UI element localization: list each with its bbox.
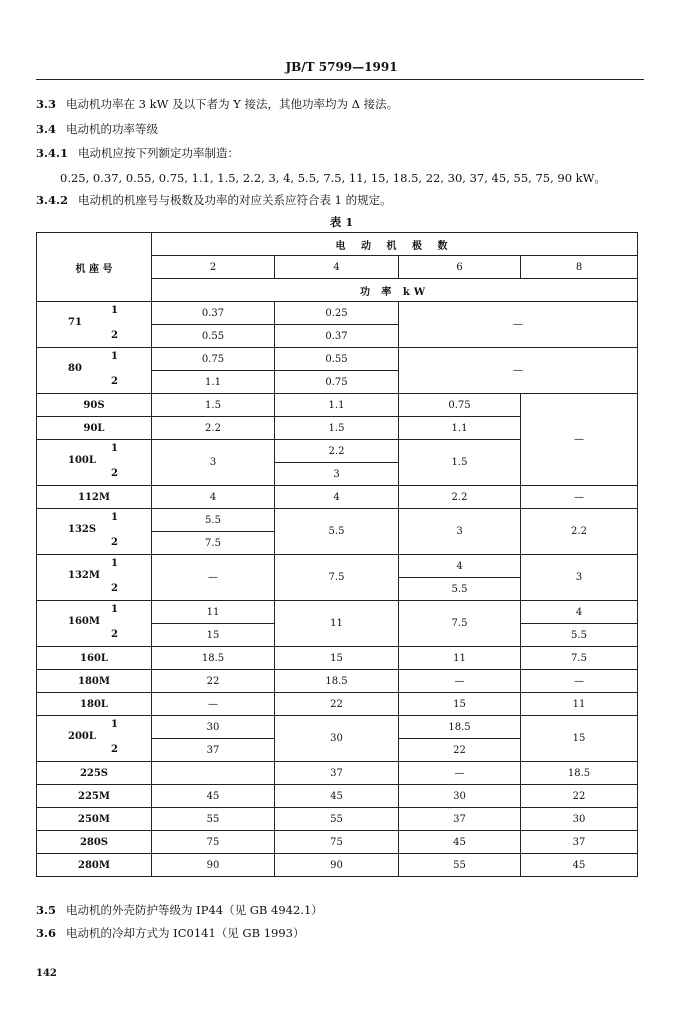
paragraph-3-5: [36, 902, 323, 918]
power-rating-list: 0.25, 0.37, 0.55, 0.75, 1.1, 1.5, 2.2, 3, 4, 5.5, 7.5, 11, 15, 18.5, 22, 30, 37, 45, 55, 75, 90 kW。: [60, 171, 606, 185]
sub-index: 2: [111, 330, 118, 341]
cell-225m-p2: 45: [152, 785, 275, 808]
cell-280s-p8: 37: [521, 831, 638, 854]
frame-200l: [37, 716, 152, 762]
cell-100l-p6: 1.5: [399, 440, 521, 486]
cell-132m-2-p6: 5.5: [399, 578, 521, 601]
cell-160m-1-p2: 11: [152, 601, 275, 624]
cell-225m-p6: 30: [399, 785, 521, 808]
frame-80: [37, 348, 152, 394]
frame-160l: 160L: [37, 647, 152, 670]
cell-225s-p2: [152, 762, 275, 785]
cell-180m-p4: 18.5: [275, 670, 399, 693]
cell-225s-p8: 18.5: [521, 762, 638, 785]
clause-number: 3.3: [36, 97, 57, 111]
table-row: [37, 509, 638, 532]
frame-label: 100L: [68, 455, 96, 466]
cell-90s-p6: 0.75: [399, 394, 521, 417]
header-rule: [36, 79, 644, 80]
paragraph-3-4-2: [36, 192, 392, 208]
cell-180l-p2: —: [152, 693, 275, 716]
cell-160l-p6: 11: [399, 647, 521, 670]
cell-160m-2-p8: 5.5: [521, 624, 638, 647]
sub-index: 1: [111, 351, 118, 362]
frame-label: 71: [68, 317, 82, 328]
cell-225s-p4: 37: [275, 762, 399, 785]
pole-4-header: 4: [275, 256, 399, 279]
cell-112m-p6: 2.2: [399, 486, 521, 509]
clause-text: 电动机的冷却方式为 IC0141（见 GB 1993）: [66, 926, 305, 940]
cell-180l-p8: 11: [521, 693, 638, 716]
cell-160l-p8: 7.5: [521, 647, 638, 670]
cell-160m-2-p2: 15: [152, 624, 275, 647]
paragraph-3-6: [36, 925, 305, 941]
cell-200l-2-p2: 37: [152, 739, 275, 762]
cell-200l-2-p6: 22: [399, 739, 521, 762]
frame-180m: 180M: [37, 670, 152, 693]
table-row: [37, 601, 638, 624]
sub-index: 1: [111, 558, 118, 569]
table-row: [37, 555, 638, 578]
frame-label: 80: [68, 363, 82, 374]
cell-180l-p4: 22: [275, 693, 399, 716]
cell-90s-p2: 1.5: [152, 394, 275, 417]
frame-225s: 225S: [37, 762, 152, 785]
cell-280m-p6: 55: [399, 854, 521, 877]
cell-280s-p6: 45: [399, 831, 521, 854]
frame-power-table: [36, 232, 638, 877]
cell-71-1-p4: 0.25: [275, 302, 399, 325]
clause-text: 电动机的功率等级: [66, 122, 159, 136]
cell-90s-100l-p8: —: [521, 394, 638, 486]
cell-225m-p8: 22: [521, 785, 638, 808]
frame-280s: 280S: [37, 831, 152, 854]
cell-200l-p4: 30: [275, 716, 399, 762]
frame-160m: [37, 601, 152, 647]
cell-225s-p6: —: [399, 762, 521, 785]
cell-112m-p2: 4: [152, 486, 275, 509]
frame-column-header: 机 座 号: [37, 233, 152, 302]
cell-160m-1-p8: 4: [521, 601, 638, 624]
cell-90l-p4: 1.5: [275, 417, 399, 440]
cell-200l-p8: 15: [521, 716, 638, 762]
clause-number: 3.4.1: [36, 146, 69, 160]
cell-71-2-p4: 0.37: [275, 325, 399, 348]
cell-100l-1-p4: 2.2: [275, 440, 399, 463]
cell-132s-p8: 2.2: [521, 509, 638, 555]
frame-225m: 225M: [37, 785, 152, 808]
clause-number: 3.4: [36, 122, 57, 136]
cell-280m-p2: 90: [152, 854, 275, 877]
table-row: [37, 785, 638, 808]
frame-250m: 250M: [37, 808, 152, 831]
cell-200l-1-p2: 30: [152, 716, 275, 739]
cell-112m-p8: —: [521, 486, 638, 509]
sub-index: 1: [111, 604, 118, 615]
frame-90l: 90L: [37, 417, 152, 440]
paragraph-3-4-1: [36, 145, 239, 161]
cell-180m-p2: 22: [152, 670, 275, 693]
cell-100l-p2: 3: [152, 440, 275, 486]
table-title: 表 1: [329, 215, 354, 229]
cell-180l-p6: 15: [399, 693, 521, 716]
sub-index: 2: [111, 376, 118, 387]
cell-100l-2-p4: 3: [275, 463, 399, 486]
table-row: [37, 394, 638, 417]
frame-label: 160M: [68, 616, 100, 627]
cell-132s-p6: 3: [399, 509, 521, 555]
cell-71-p6p8: —: [399, 302, 638, 348]
cell-180m-p8: —: [521, 670, 638, 693]
table-row: [37, 486, 638, 509]
paragraph-3-3: [36, 96, 398, 112]
cell-250m-p2: 55: [152, 808, 275, 831]
cell-132s-2-p2: 7.5: [152, 532, 275, 555]
sub-index: 2: [111, 629, 118, 640]
cell-160l-p2: 18.5: [152, 647, 275, 670]
page-number: 142: [36, 968, 57, 979]
cell-132s-1-p2: 5.5: [152, 509, 275, 532]
sub-index: 1: [111, 443, 118, 454]
poles-header: 电 动 机 极 数: [152, 233, 638, 256]
cell-250m-p6: 37: [399, 808, 521, 831]
clause-number: 3.6: [36, 926, 57, 940]
cell-80-2-p4: 0.75: [275, 371, 399, 394]
document-code-header: JB/T 5799—1991: [285, 60, 398, 74]
cell-250m-p8: 30: [521, 808, 638, 831]
frame-132s: [37, 509, 152, 555]
cell-180m-p6: —: [399, 670, 521, 693]
cell-280m-p4: 90: [275, 854, 399, 877]
clause-text: 电动机的外壳防护等级为 IP44（见 GB 4942.1）: [66, 903, 323, 917]
cell-71-1-p2: 0.37: [152, 302, 275, 325]
clause-text: 电动机功率在 3 kW 及以下者为 Y 接法，其他功率均为 Δ 接法。: [66, 97, 399, 111]
table-row: [37, 647, 638, 670]
table-row: [37, 670, 638, 693]
cell-112m-p4: 4: [275, 486, 399, 509]
cell-80-1-p4: 0.55: [275, 348, 399, 371]
cell-90l-p2: 2.2: [152, 417, 275, 440]
sub-index: 1: [111, 305, 118, 316]
frame-112m: 112M: [37, 486, 152, 509]
cell-200l-1-p6: 18.5: [399, 716, 521, 739]
sub-index: 2: [111, 468, 118, 479]
sub-index: 1: [111, 719, 118, 730]
cell-160m-p4: 11: [275, 601, 399, 647]
frame-132m: [37, 555, 152, 601]
table-row: [37, 762, 638, 785]
clause-number: 3.5: [36, 903, 57, 917]
frame-71: [37, 302, 152, 348]
cell-160l-p4: 15: [275, 647, 399, 670]
sub-index: 2: [111, 537, 118, 548]
sub-index: 2: [111, 744, 118, 755]
cell-132m-p2: —: [152, 555, 275, 601]
power-unit-header: 功 率 kW: [152, 279, 638, 302]
table-row: [37, 854, 638, 877]
frame-label: 132S: [68, 524, 97, 535]
pole-2-header: 2: [152, 256, 275, 279]
cell-80-p6p8: —: [399, 348, 638, 394]
cell-132m-1-p6: 4: [399, 555, 521, 578]
table-row: [37, 808, 638, 831]
cell-280s-p4: 75: [275, 831, 399, 854]
cell-250m-p4: 55: [275, 808, 399, 831]
frame-100l: [37, 440, 152, 486]
sub-index: 1: [111, 512, 118, 523]
cell-90s-p4: 1.1: [275, 394, 399, 417]
cell-225m-p4: 45: [275, 785, 399, 808]
cell-132m-p4: 7.5: [275, 555, 399, 601]
table-row: [37, 831, 638, 854]
frame-180l: 180L: [37, 693, 152, 716]
cell-160m-p6: 7.5: [399, 601, 521, 647]
clause-text: 电动机的机座号与极数及功率的对应关系应符合表 1 的规定。: [78, 193, 392, 207]
cell-280m-p8: 45: [521, 854, 638, 877]
frame-label: 132M: [68, 570, 100, 581]
cell-80-2-p2: 1.1: [152, 371, 275, 394]
cell-71-2-p2: 0.55: [152, 325, 275, 348]
cell-90l-p6: 1.1: [399, 417, 521, 440]
paragraph-3-4: [36, 121, 158, 137]
cell-132m-p8: 3: [521, 555, 638, 601]
table-row: [37, 693, 638, 716]
clause-number: 3.4.2: [36, 193, 69, 207]
clause-text: 电动机应按下列额定功率制造：: [78, 146, 240, 160]
cell-132s-p4: 5.5: [275, 509, 399, 555]
frame-label: 200L: [68, 731, 96, 742]
cell-80-1-p2: 0.75: [152, 348, 275, 371]
cell-280s-p2: 75: [152, 831, 275, 854]
table-row: [37, 348, 638, 371]
table-row: [37, 716, 638, 739]
frame-280m: 280M: [37, 854, 152, 877]
pole-8-header: 8: [521, 256, 638, 279]
sub-index: 2: [111, 583, 118, 594]
frame-90s: 90S: [37, 394, 152, 417]
table-row: [37, 302, 638, 325]
pole-6-header: 6: [399, 256, 521, 279]
